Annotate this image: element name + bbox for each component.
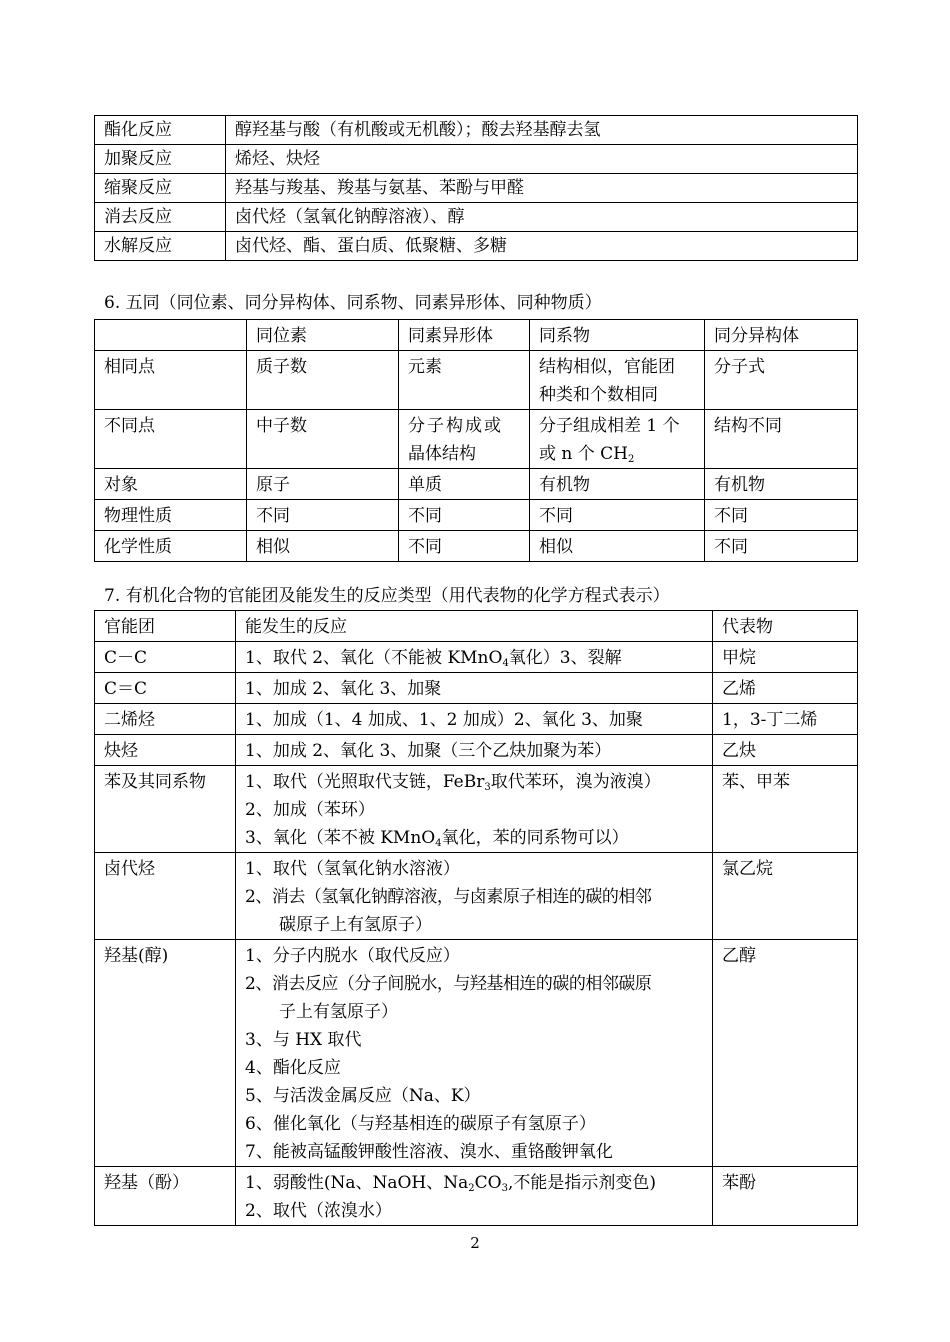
header-cell: 同位素: [247, 320, 399, 351]
table-row: [95, 232, 858, 261]
cell-line: 5、与活泼金属反应（Na、K）: [245, 1086, 481, 1106]
cell-line: 1、取代（氢氧化钠水溶液）: [245, 859, 460, 879]
table-row: [95, 853, 858, 940]
group-cell: 炔烃: [95, 735, 236, 766]
cell-line: 子上有氢原子）: [279, 1002, 398, 1022]
section-7-heading: 7. 有机化合物的官能团及能发生的反应类型（用代表物的化学方程式表示）: [104, 586, 670, 606]
reaction-cell: 1、加成 2、氧化 3、加聚（三个乙炔加聚为苯）: [236, 735, 713, 766]
subscript: 2: [468, 1183, 475, 1194]
header-cell: 官能团: [95, 611, 236, 642]
reaction-cell: [236, 1167, 713, 1226]
rep-cell: 苯酚: [713, 1167, 858, 1226]
table-row: [95, 145, 858, 174]
cell-text: 3、氧化（苯不被 KMnO: [245, 828, 436, 848]
subscript: 2: [628, 454, 635, 465]
cell-text: ,不能是指示剂变色): [507, 1173, 656, 1193]
row-label: 化学性质: [95, 531, 247, 562]
subscript: 3: [501, 1183, 508, 1194]
rep-cell: 氯乙烷: [713, 853, 858, 940]
cell-line: 4、酯化反应: [245, 1058, 341, 1078]
table-cell: 元素: [399, 351, 530, 410]
table-header-row: [95, 320, 858, 351]
table-row: [95, 766, 858, 853]
reaction-name: 酯化反应: [95, 116, 226, 145]
table-header-row: [95, 611, 858, 642]
table-cell: 不同: [247, 500, 399, 531]
reaction-cell: [236, 766, 713, 853]
reaction-desc: 烯烃、炔烃: [226, 145, 858, 174]
subscript: 3: [484, 782, 491, 793]
table-cell: [399, 410, 530, 469]
cell-text: 1、取代（光照取代支链，FeBr: [245, 772, 485, 792]
table-row: [95, 116, 858, 145]
group-cell: 卤代烃: [95, 853, 236, 940]
table-cell: 有机物: [530, 469, 705, 500]
table-row: [95, 704, 858, 735]
row-label: 对象: [95, 469, 247, 500]
cell-text: CO: [474, 1173, 502, 1193]
table-cell: [530, 351, 705, 410]
reaction-name: 消去反应: [95, 203, 226, 232]
cell-text: 或 n 个 CH: [539, 444, 628, 464]
header-cell: 同素异形体: [399, 320, 530, 351]
table-row: [95, 500, 858, 531]
header-cell: 代表物: [713, 611, 858, 642]
cell-text: 氧化，苯的同系物可以）: [441, 828, 629, 848]
cell-line: 2、加成（苯环）: [245, 800, 375, 820]
table-row: [95, 174, 858, 203]
group-cell: 羟基(醇): [95, 940, 236, 1167]
cell-line: 2、消去反应（分子间脱水，与羟基相连的碳的相邻碳原: [245, 974, 652, 994]
reaction-cell: [236, 940, 713, 1167]
cell-line: 1、分子内脱水（取代反应）: [245, 946, 460, 966]
cell-text: 1、取代 2、氧化（不能被 KMnO: [245, 648, 503, 668]
subscript: 4: [502, 658, 509, 669]
row-label: 相同点: [95, 351, 247, 410]
table-cell: 相似: [247, 531, 399, 562]
table-cell: 质子数: [247, 351, 399, 410]
table-cell: 不同: [705, 500, 858, 531]
table-row: [95, 410, 858, 469]
table-cell: 结构不同: [705, 410, 858, 469]
table-cell: 不同: [399, 500, 530, 531]
group-cell: C－C: [95, 642, 236, 673]
group-cell: 二烯烃: [95, 704, 236, 735]
reaction-name: 加聚反应: [95, 145, 226, 174]
row-label: 不同点: [95, 410, 247, 469]
reaction-desc: 卤代烃、酯、蛋白质、低聚糖、多糖: [226, 232, 858, 261]
page-number: 2: [470, 1234, 480, 1252]
table-cell: 有机物: [705, 469, 858, 500]
cell-line: 结构相似，官能团: [539, 357, 675, 377]
five-same-table: [94, 319, 858, 562]
cell-line: 7、能被高锰酸钾酸性溶液、溴水、重铬酸钾氧化: [245, 1142, 613, 1162]
reaction-cell: [236, 642, 713, 673]
table-cell: 不同: [705, 531, 858, 562]
reaction-cell: 1、加成 2、氧化 3、加聚: [236, 673, 713, 704]
subscript: 4: [435, 838, 442, 849]
table-row: [95, 735, 858, 766]
cell-line: 6、催化氧化（与羟基相连的碳原子有氢原子）: [245, 1114, 596, 1134]
reaction-desc: 卤代烃（氢氧化钠醇溶液）、醇: [226, 203, 858, 232]
cell-line: 2、消去（氢氧化钠醇溶液，与卤素原子相连的碳的相邻: [245, 887, 652, 907]
group-cell: 羟基（酚）: [95, 1167, 236, 1226]
table-cell: 不同: [399, 531, 530, 562]
table-row: [95, 673, 858, 704]
functional-group-table: [94, 610, 858, 1226]
cell-line: 分子构成或: [408, 416, 503, 436]
reaction-desc: 醇羟基与酸（有机酸或无机酸）；酸去羟基醇去氢: [226, 116, 858, 145]
table-cell: 不同: [530, 500, 705, 531]
reaction-conditions-table: [94, 115, 858, 261]
section-6-heading: 6. 五同（同位素、同分异构体、同系物、同素异形体、同种物质）: [104, 293, 602, 313]
table-cell: 相似: [530, 531, 705, 562]
rep-cell: 乙烯: [713, 673, 858, 704]
cell-line: [245, 1169, 703, 1197]
cell-line: 碳原子上有氢原子）: [279, 915, 432, 935]
reaction-name: 缩聚反应: [95, 174, 226, 203]
cell-line: 种类和个数相同: [539, 385, 658, 405]
table-cell: 单质: [399, 469, 530, 500]
rep-cell: 乙炔: [713, 735, 858, 766]
table-row: [95, 1167, 858, 1226]
header-cell: 同分异构体: [705, 320, 858, 351]
cell-line: 2、取代（浓溴水）: [245, 1201, 392, 1221]
table-row: [95, 940, 858, 1167]
group-cell: C＝C: [95, 673, 236, 704]
cell-line: [245, 768, 703, 796]
rep-cell: 乙醇: [713, 940, 858, 1167]
cell-line: 3、与 HX 取代: [245, 1030, 362, 1050]
rep-cell: 苯、甲苯: [713, 766, 858, 853]
reaction-cell: 1、加成（1、4 加成、1、2 加成）2、氧化 3、加聚: [236, 704, 713, 735]
table-row: [95, 203, 858, 232]
table-row: [95, 642, 858, 673]
cell-text: 1、弱酸性(Na、NaOH、Na: [245, 1173, 469, 1193]
cell-line: 晶体结构: [408, 444, 476, 464]
reaction-cell: [236, 853, 713, 940]
table-cell: [530, 410, 705, 469]
header-cell: 同系物: [530, 320, 705, 351]
cell-text: 氧化）3、裂解: [508, 648, 622, 668]
table-cell: 中子数: [247, 410, 399, 469]
table-row: [95, 531, 858, 562]
rep-cell: 甲烷: [713, 642, 858, 673]
reaction-desc: 羟基与羧基、羧基与氨基、苯酚与甲醛: [226, 174, 858, 203]
table-row: [95, 469, 858, 500]
row-label: 物理性质: [95, 500, 247, 531]
table-cell: 分子式: [705, 351, 858, 410]
cell-text: 取代苯环，溴为液溴）: [490, 772, 661, 792]
cell-line: [539, 440, 695, 468]
table-cell: 原子: [247, 469, 399, 500]
group-cell: 苯及其同系物: [95, 766, 236, 853]
table-row: [95, 351, 858, 410]
reaction-name: 水解反应: [95, 232, 226, 261]
header-cell: 能发生的反应: [236, 611, 713, 642]
cell-line: [245, 824, 703, 852]
rep-cell: 1，3-丁二烯: [713, 704, 858, 735]
cell-line: 分子组成相差 1 个: [539, 416, 680, 436]
header-cell: [95, 320, 247, 351]
